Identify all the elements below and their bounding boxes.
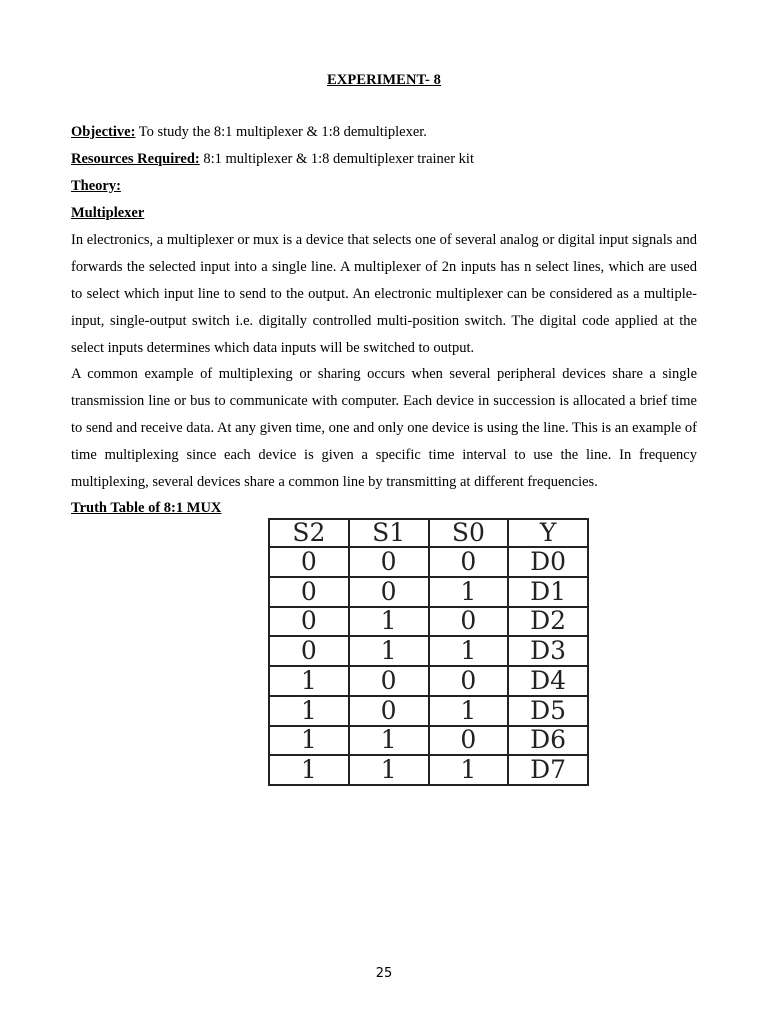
table-cell: 0 xyxy=(269,607,349,637)
truth-table-heading: Truth Table of 8:1 MUX xyxy=(71,500,222,516)
objective-line xyxy=(71,124,427,141)
table-cell: 1 xyxy=(269,726,349,756)
table-cell: 1 xyxy=(349,636,429,666)
table-row xyxy=(269,636,588,666)
multiplexer-heading: Multiplexer xyxy=(71,205,145,221)
truth-table xyxy=(268,518,589,786)
table-cell: 0 xyxy=(429,547,509,577)
table-cell: 1 xyxy=(269,666,349,696)
table-row xyxy=(269,755,588,785)
table-cell: D4 xyxy=(508,666,588,696)
table-cell: 0 xyxy=(269,636,349,666)
table-cell: D6 xyxy=(508,726,588,756)
header-y: Y xyxy=(508,519,588,547)
table-cell: 1 xyxy=(349,755,429,785)
table-cell: 0 xyxy=(349,666,429,696)
page-number: 25 xyxy=(375,966,393,981)
header-s1: S1 xyxy=(349,519,429,547)
table-row xyxy=(269,696,588,726)
table-cell: D1 xyxy=(508,577,588,607)
table-row xyxy=(269,666,588,696)
header-s2: S2 xyxy=(269,519,349,547)
resources-line xyxy=(71,151,474,168)
objective-text: To study the 8:1 multiplexer & 1:8 demultiplexer. xyxy=(135,124,427,140)
objective-label: Objective: xyxy=(71,124,136,140)
table-row xyxy=(269,607,588,637)
table-cell: 0 xyxy=(349,696,429,726)
table-row xyxy=(269,547,588,577)
resources-label: Resources Required: xyxy=(71,151,200,167)
table-cell: 1 xyxy=(429,755,509,785)
table-cell: D2 xyxy=(508,607,588,637)
table-cell: 0 xyxy=(269,577,349,607)
paragraph-multiplexing-example: A common example of multiplexing or sharing occurs when several peripheral devices share a single transmission line or bus to communicate with computer. Each device in succession is allocated a brief time to send and receive data. At any given time, one and only one device is using the line. This is an example of time multiplexing since each device is given a specific time interval to use the line. In frequency multiplexing, several devices share a common line by transmitting at different frequencies. xyxy=(71,366,697,490)
experiment-title: EXPERIMENT- 8 xyxy=(327,72,441,88)
table-cell: 1 xyxy=(429,696,509,726)
truth-table-container xyxy=(268,518,589,786)
table-cell: 1 xyxy=(349,726,429,756)
table-cell: 0 xyxy=(429,726,509,756)
table-cell: 1 xyxy=(429,636,509,666)
paragraph-multiplexer-definition: In electronics, a multiplexer or mux is a device that selects one of several analog or digital input signals and forwards the selected input into a single line. A multiplexer of 2n inputs has n select lines, which are used to select which input line to send to the output. An electronic multiplexer can be considered as a multiple-input, single-output switch i.e. digitally controlled multi-position switch. The digital code applied at the select inputs determines which data inputs will be switched to output. xyxy=(71,232,697,356)
table-cell: D5 xyxy=(508,696,588,726)
table-cell: 0 xyxy=(269,547,349,577)
table-row xyxy=(269,726,588,756)
table-cell: D7 xyxy=(508,755,588,785)
table-cell: 1 xyxy=(269,696,349,726)
resources-text: 8:1 multiplexer & 1:8 demultiplexer trainer kit xyxy=(199,151,474,167)
table-cell: 1 xyxy=(349,607,429,637)
table-cell: 0 xyxy=(349,547,429,577)
table-cell: 1 xyxy=(269,755,349,785)
truth-table-header-row xyxy=(269,519,588,547)
table-row xyxy=(269,577,588,607)
table-cell: 0 xyxy=(349,577,429,607)
table-cell: D0 xyxy=(508,547,588,577)
header-s0: S0 xyxy=(429,519,509,547)
table-cell: 0 xyxy=(429,607,509,637)
theory-heading: Theory: xyxy=(71,178,121,194)
table-cell: 0 xyxy=(429,666,509,696)
table-cell: 1 xyxy=(429,577,509,607)
table-cell: D3 xyxy=(508,636,588,666)
